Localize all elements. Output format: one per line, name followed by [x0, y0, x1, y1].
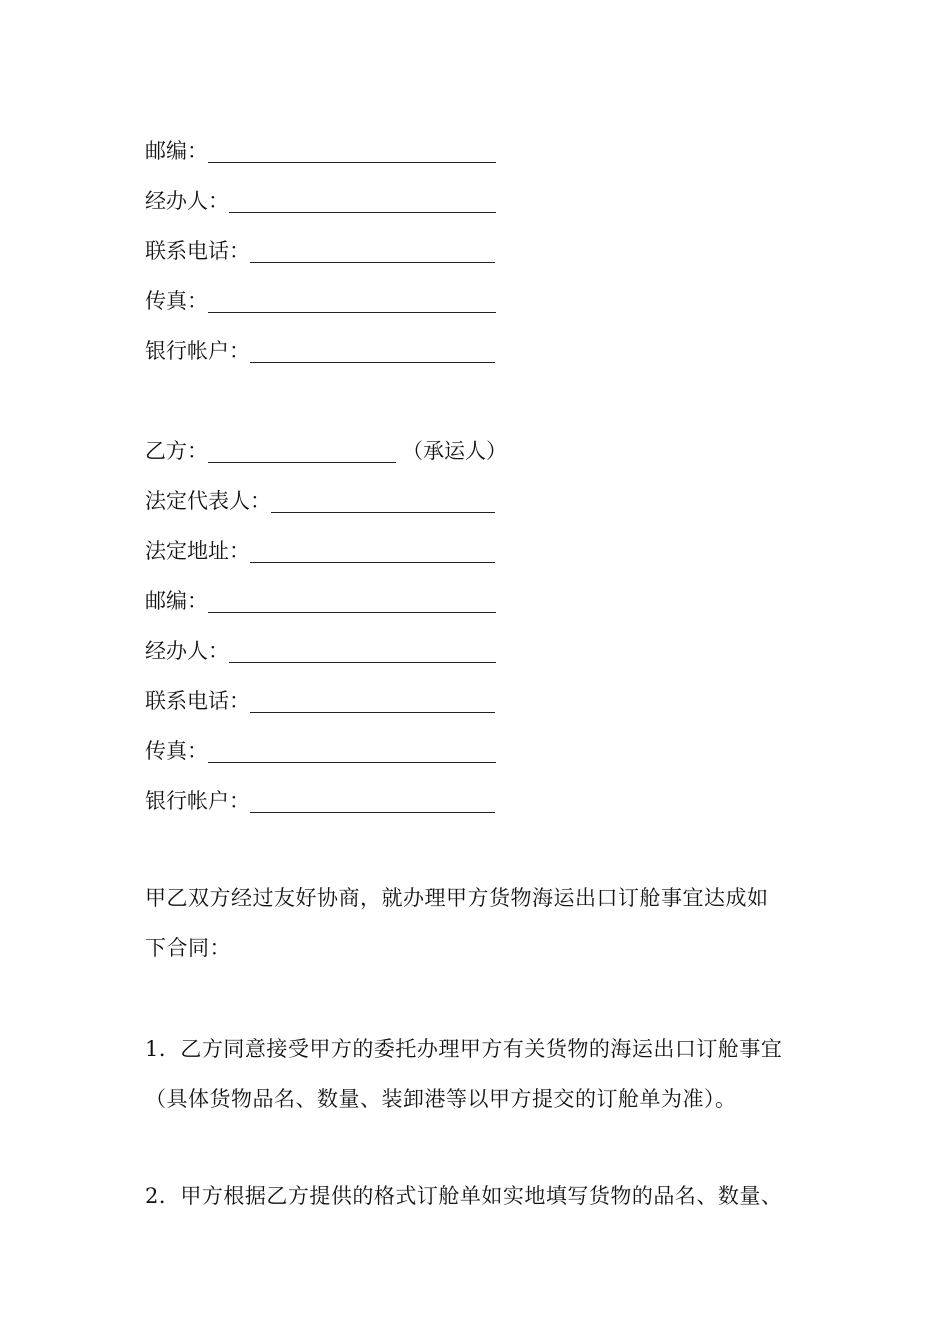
party-a-phone-blank[interactable]: [250, 240, 495, 263]
party-b-bank-blank[interactable]: [250, 790, 495, 813]
party-b-fax-label: 传真：: [145, 739, 208, 763]
intro-line-2: 下合同：: [145, 936, 231, 960]
party-a-bank-label: 银行帐户：: [145, 339, 250, 363]
party-b-name-blank[interactable]: [208, 440, 396, 463]
party-a-fax-blank[interactable]: [208, 290, 496, 313]
party-b-postcode-row: [145, 584, 496, 614]
party-b-phone-label: 联系电话：: [145, 689, 250, 713]
party-a-postcode-row: [145, 134, 496, 164]
intro-line-1: 甲乙双方经过友好协商，就办理甲方货物海运出口订舱事宜达成如: [145, 886, 769, 910]
clause-1-line-1: 1．乙方同意接受甲方的委托办理甲方有关货物的海运出口订舱事宜: [145, 1037, 783, 1061]
party-b-address-blank[interactable]: [250, 540, 495, 563]
party-a-phone-label: 联系电话：: [145, 239, 250, 263]
party-b-carrier-note: （承运人）: [402, 439, 507, 463]
party-b-postcode-label: 邮编：: [145, 589, 208, 613]
clause-1-line-2: （具体货物品名、数量、装卸港等以甲方提交的订舱单为准）。: [145, 1087, 737, 1111]
party-b-fax-row: [145, 734, 496, 764]
party-b-phone-row: [145, 684, 495, 714]
party-b-phone-blank[interactable]: [250, 690, 495, 713]
party-b-handler-row: [145, 634, 496, 664]
party-b-name-label: 乙方：: [145, 439, 208, 463]
party-a-handler-blank[interactable]: [229, 190, 496, 213]
party-b-handler-label: 经办人：: [145, 639, 229, 663]
party-b-bank-row: [145, 784, 495, 814]
party-b-legal-rep-blank[interactable]: [271, 490, 495, 513]
party-a-fax-row: [145, 284, 496, 314]
intro-paragraph: [145, 873, 813, 973]
party-b-fax-blank[interactable]: [208, 740, 496, 763]
party-b-name-row: [145, 434, 507, 464]
party-a-bank-blank[interactable]: [250, 340, 495, 363]
party-b-legal-rep-label: 法定代表人：: [145, 489, 271, 513]
party-a-handler-row: [145, 184, 496, 214]
party-a-phone-row: [145, 234, 495, 264]
party-a-fax-label: 传真：: [145, 289, 208, 313]
party-b-handler-blank[interactable]: [229, 640, 496, 663]
party-b-postcode-blank[interactable]: [208, 590, 496, 613]
party-a-handler-label: 经办人：: [145, 189, 229, 213]
clause-1-paragraph: [145, 1024, 813, 1124]
clause-2-paragraph: [145, 1171, 813, 1221]
party-b-legal-rep-row: [145, 484, 495, 514]
party-b-address-label: 法定地址：: [145, 539, 250, 563]
party-a-postcode-blank[interactable]: [208, 140, 496, 163]
party-b-bank-label: 银行帐户：: [145, 789, 250, 813]
party-b-address-row: [145, 534, 495, 564]
party-a-postcode-label: 邮编：: [145, 139, 208, 163]
party-a-bank-row: [145, 334, 495, 364]
clause-2-line-1: 2．甲方根据乙方提供的格式订舱单如实地填写货物的品名、数量、: [145, 1184, 783, 1208]
